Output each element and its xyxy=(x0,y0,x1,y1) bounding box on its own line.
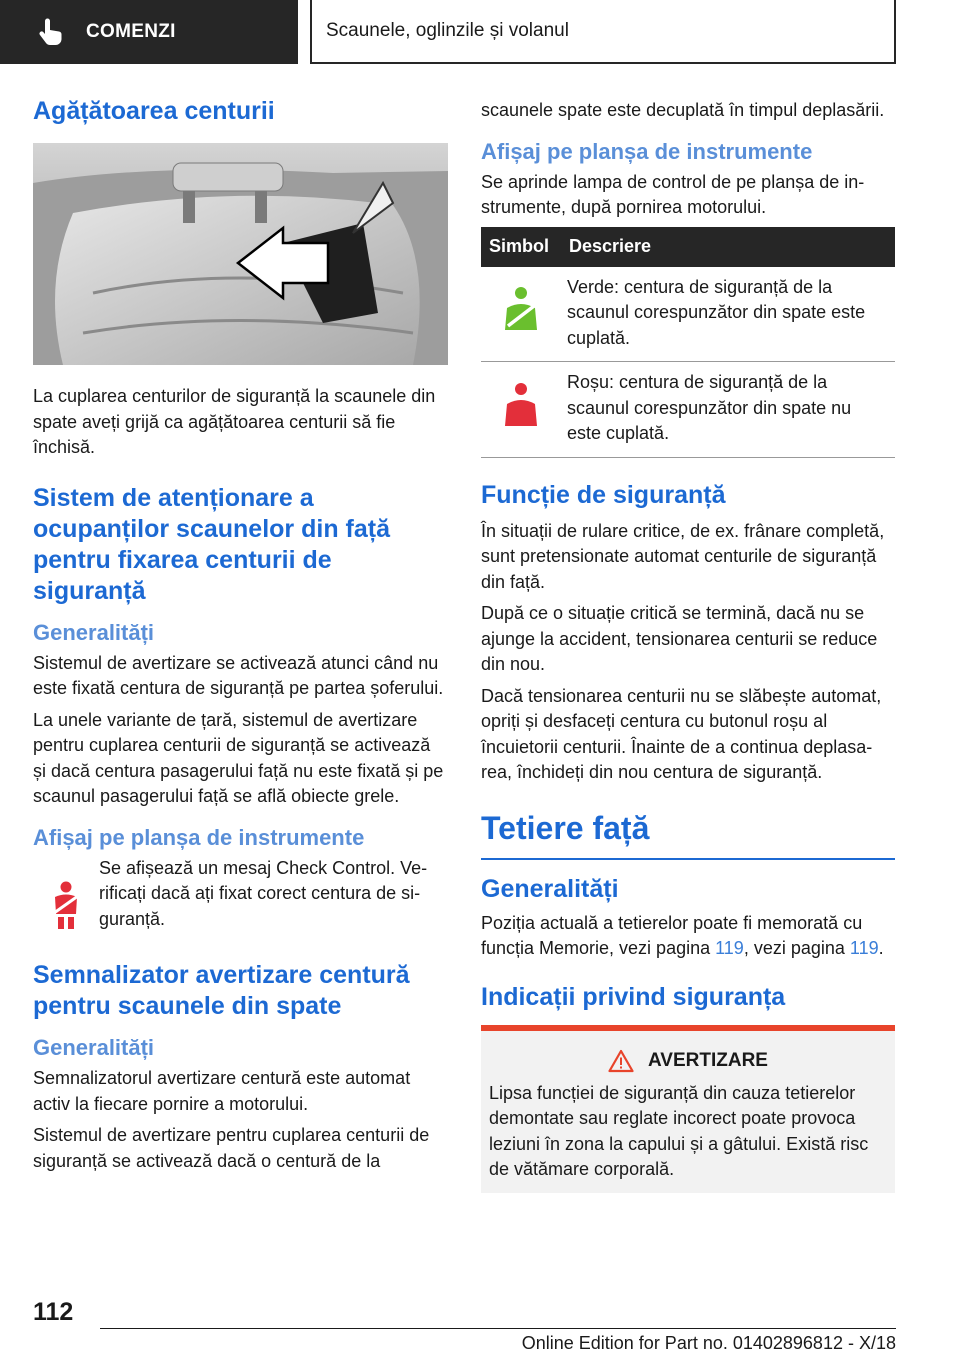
heading-display-2: Afișaj pe planșa de instrumente xyxy=(481,138,813,164)
left-column xyxy=(33,96,448,1180)
table-cell-description: Verde: centura de siguranță de la scaunul corespunzător din spate este cuplată. xyxy=(561,267,895,362)
display-2-text: Se aprinde lampa de control de pe planșa de instrumente, după pornirea motorului. xyxy=(481,171,865,217)
header-chapter-tab[interactable] xyxy=(310,0,896,64)
heading-headrest: Tetiere față xyxy=(481,808,895,860)
display-1-text: Se afișează un mesaj Check Control. Verificați dacă ați fixat corect centura de siguranță. xyxy=(99,857,428,929)
hand-pointer-icon xyxy=(36,17,66,47)
header-chapter-label: Scaunele, oglinzile și volanul xyxy=(326,20,569,41)
general-3-text: Poziția actuală a tetierelor poate fi memorată cu funcția Memorie, vezi pagina 119, vezi pagina 119. xyxy=(481,912,884,958)
continued-text: scaunele spate este decuplată în timpul deplasării. xyxy=(481,100,885,120)
symbol-table xyxy=(481,227,895,458)
general-2-text-a: Semnalizatorul avertizare centură este automat activ la fiecare pornire a motorului. xyxy=(33,1068,411,1114)
page-link-119[interactable]: 119 xyxy=(715,938,744,958)
seatbelt-warning-icon xyxy=(49,880,83,930)
general-1-text-b: La unele variante de țară, sistemul de avertizare pentru cuplarea centurii de siguranță se activează și dacă centura pasagerului față nu este fixată și pe scaunul pasagerului față se află obiecte grele. xyxy=(33,709,444,806)
table-row xyxy=(481,267,895,362)
display-1-row xyxy=(33,856,448,939)
general-1-text-a: Sistemul de avertizare se activează atunci când nu este fixată centura de siguranță pe partea șoferului. xyxy=(33,652,444,698)
footer-edition: Online Edition for Part no. 01402896812 - X/18 xyxy=(521,1333,896,1353)
right-column xyxy=(481,98,895,1193)
warning-triangle-icon xyxy=(608,1049,634,1073)
table-header-description: Descriere xyxy=(561,227,895,267)
heading-general-2: Generalități xyxy=(33,1035,155,1060)
warning-title: AVERTIZARE xyxy=(648,1049,768,1071)
heading-front-warning: Sistem de atenționare a ocupanților scaunelor din față pentru fixarea centurii de siguranță xyxy=(33,483,390,605)
belt-fastened-icon xyxy=(501,286,541,332)
header-section-tab[interactable] xyxy=(0,0,298,64)
warning-text: Lipsa funcției de siguranță din cauza tetierelor demontate sau reglate incorect poate provoca leziuni în zona la capului și a gâtului. Există risc de vătămare corporală. xyxy=(489,1082,869,1179)
safety-text-c: Dacă tensionarea centurii nu se slăbește automat, opriți și desfaceți centura cu butonul roșu al încuietorii centurii. Înainte de a continua deplasarea, închideți din nou centura de siguranță. xyxy=(481,685,882,782)
safety-text-b: După ce o situație critică se termină, dacă nu se ajunge la accident, tensionarea centurii se reduce din nou. xyxy=(481,603,878,674)
safety-text-a: În situații de rulare critice, de ex. frânare completă, sunt pretensionate automat centurile de siguranță din față. xyxy=(481,520,885,592)
heading-display-1: Afișaj pe planșa de instrumente xyxy=(33,824,365,850)
belt-buckle-text: La cuplarea centurilor de siguranță la scaunele din spate aveți grijă ca agățătoarea centurii să fie închisă. xyxy=(33,386,436,457)
footer-divider xyxy=(100,1328,896,1329)
seat-belt-hook-photo xyxy=(33,143,448,365)
table-header-symbol: Simbol xyxy=(481,227,561,267)
table-cell-description: Roșu: centura de siguranță de la scaunul corespunzător din spate nu este cuplată. xyxy=(561,362,895,458)
warning-box xyxy=(481,1025,895,1193)
page-number: 112 xyxy=(33,1298,74,1326)
heading-rear-warning: Semnalizator avertizare centură pentru scaunele din spate xyxy=(33,961,410,1020)
table-row xyxy=(481,362,895,458)
heading-general-3: Generalități xyxy=(481,874,619,903)
header-section-label: COMENZI xyxy=(86,21,176,42)
heading-safety-notes: Indicații privind siguranța xyxy=(481,982,786,1011)
page-link-119-second[interactable]: 119 xyxy=(849,938,879,958)
heading-general-1: Generalități xyxy=(33,619,155,645)
heading-belt-buckle: Agățătoarea centurii xyxy=(33,97,275,125)
general-2-text-b: Sistemul de avertizare pentru cuplarea centurii de siguranță se activează dacă o centură de la xyxy=(33,1125,430,1171)
heading-safety-function: Funcție de siguranță xyxy=(481,480,726,509)
belt-unfastened-icon xyxy=(501,382,541,428)
